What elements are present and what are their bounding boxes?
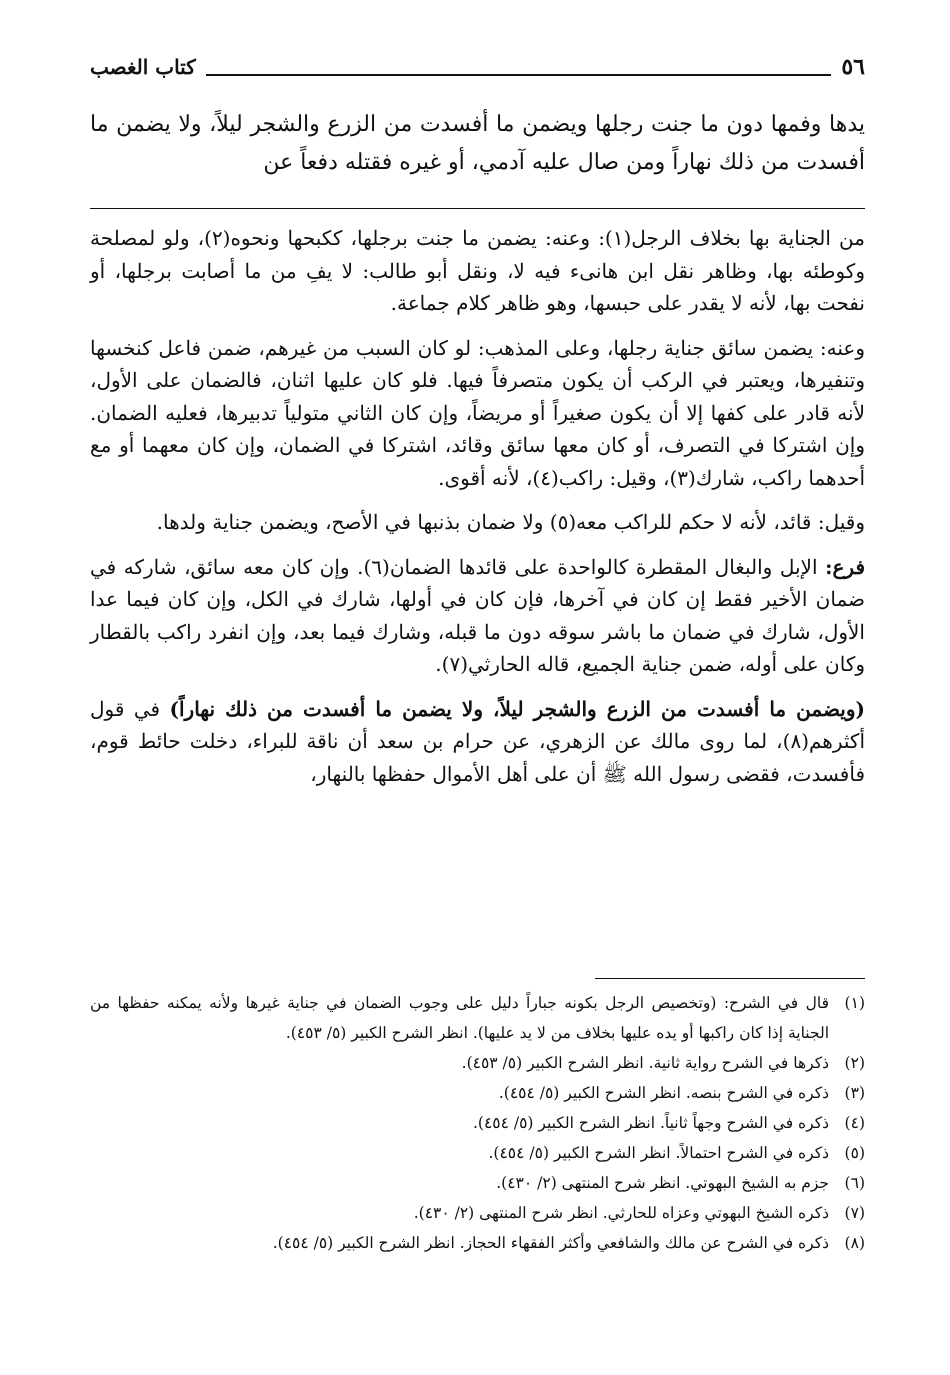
footnote-text: ذكرها في الشرح رواية ثانية. انظر الشرح الكبير (٥/ ٤٥٣). [461, 1054, 829, 1072]
main-paragraph: يدها وفمها دون ما جنت رجلها ويضمن ما أفسدت من الزرع والشجر ليلاً، ولا يضمن ما أفسدت من ذلك نهاراً ومن صال عليه آدمي، أو غيره فقتله دفعاً عن [90, 112, 865, 175]
page-number: ٥٦ [841, 54, 865, 80]
footnote-separator [595, 978, 865, 979]
footnote-number: (٦) [844, 1174, 865, 1192]
footnotes [90, 988, 865, 1258]
branch-text: الإبل والبغال المقطرة كالواحدة على قائدها الضمان(٦). وإن كان معه سائق، شاركه في ضمان الأخير فقط إن كان في آخرها، فإن كان في أولها، شارك في الكل، وإن كان فيما عدا الأول، شارك في ضمان ما باشر سوقه دون ما قبله، وشارك فيما بعد، وإن انفرد راكب بالقطار وكان على أوله، ضمن جناية الجميع، قاله الحارثي(٧). [90, 554, 865, 676]
footnote-number: (٤) [844, 1114, 865, 1132]
footnote-text: ذكره في الشرح وجهاً ثانياً. انظر الشرح الكبير (٥/ ٤٥٤). [472, 1114, 829, 1132]
commentary [90, 222, 865, 802]
footnote [90, 1198, 865, 1228]
commentary-paragraph-3: وقيل: قائد، لأنه لا حكم للراكب معه(٥) ولا ضمان بذنبها في الأصح، ويضمن جناية ولدها. [156, 510, 865, 534]
commentary-separator [90, 208, 865, 209]
commentary-paragraph-5 [90, 693, 865, 791]
book-title: كتاب الغصب [90, 55, 196, 79]
page-header [90, 52, 865, 82]
footnote [90, 1228, 865, 1258]
main-text [90, 106, 865, 182]
footnote-text: قال في الشرح: (وتخصيص الرجل بكونه جباراً دليل على وجوب الضمان في جناية غيرها ولأنه يمكنه حفظها من الجناية إذا كان راكبها أو يده عليها بخلاف من لا يد عليها). انظر الشرح الكبير (٥/ ٤٥٣). [90, 994, 829, 1042]
footnote-number: (٨) [844, 1234, 865, 1252]
footnote-text: ذكره في الشرح بنصه. انظر الشرح الكبير (٥/ ٤٥٤). [498, 1084, 829, 1102]
footnote [90, 1108, 865, 1138]
header-rule [206, 74, 832, 76]
footnote [90, 1048, 865, 1078]
footnote-text: ذكره في الشرح عن مالك والشافعي وأكثر الفقهاء الحجاز. انظر الشرح الكبير (٥/ ٤٥٤). [272, 1234, 829, 1252]
footnote-text: جزم به الشيخ البهوتي. انظر شرح المنتهى (٢/ ٤٣٠). [496, 1174, 829, 1192]
commentary-paragraph-1: من الجناية بها بخلاف الرجل(١): وعنه: يضمن ما جنت برجلها، ككبحها ونحوه(٢)، ولو لمصلحة وكوطئه بها، وظاهر نقل ابن هانىء فيه لا، ونقل أبو طالب: لا يفِ من ما أصابت برجلها، أو نفحت بها، لأنه لا يقدر على حبسها، وهو ظاهر كلام جماعة. [90, 226, 865, 315]
footnote-number: (٣) [844, 1084, 865, 1102]
footnote-number: (١) [844, 994, 865, 1012]
footnote [90, 1138, 865, 1168]
footnote [90, 988, 865, 1048]
footnote [90, 1078, 865, 1108]
footnote-text: ذكره الشيخ البهوتي وعزاه للحارثي. انظر شرح المنتهى (٢/ ٤٣٠). [413, 1204, 829, 1222]
book-page [90, 0, 865, 1375]
commentary-text: في قول أكثرهم(٨)، لما روى مالك عن الزهري، عن حرام بن سعد أن ناقة للبراء، دخلت حائط قوم، فأفسدت، فقضى رسول الله ﷺ أن على أهل الأموال حفظها بالنهار، [90, 696, 865, 786]
commentary-paragraph-4 [90, 551, 865, 681]
footnote-text: ذكره في الشرح احتمالاً. انظر الشرح الكبير (٥/ ٤٥٤). [488, 1144, 829, 1162]
footnote-number: (٧) [844, 1204, 865, 1222]
footnote-number: (٥) [844, 1144, 865, 1162]
commentary-paragraph-2: وعنه: يضمن سائق جناية رجلها، وعلى المذهب: لو كان السبب من غيرهم، ضمن فاعل كنخسها وتنفيرها، ويعتبر في الركب أن يكون متصرفاً فيها. فلو كان عليها اثنان، فالضمان على الأول، لأنه قادر على كفها إلا أن يكون صغيراً أو مريضاً، وإن كان الثاني متولياً تدبيرها، فعليه الضمان. وإن اشتركا في التصرف، أو كان معها سائق وقائد، اشتركا في الضمان، وإن كان معهما أو مع أحدهما راكب، شارك(٣)، وقيل: راكب(٤)، لأنه أقوى. [90, 335, 865, 490]
footnote [90, 1168, 865, 1198]
footnote-number: (٢) [844, 1054, 865, 1072]
branch-label: فرع: [825, 554, 866, 579]
matn-quote: (ويضمن ما أفسدت من الزرع والشجر ليلاً، ولا يضمن ما أفسدت من ذلك نهاراً) [169, 696, 865, 721]
